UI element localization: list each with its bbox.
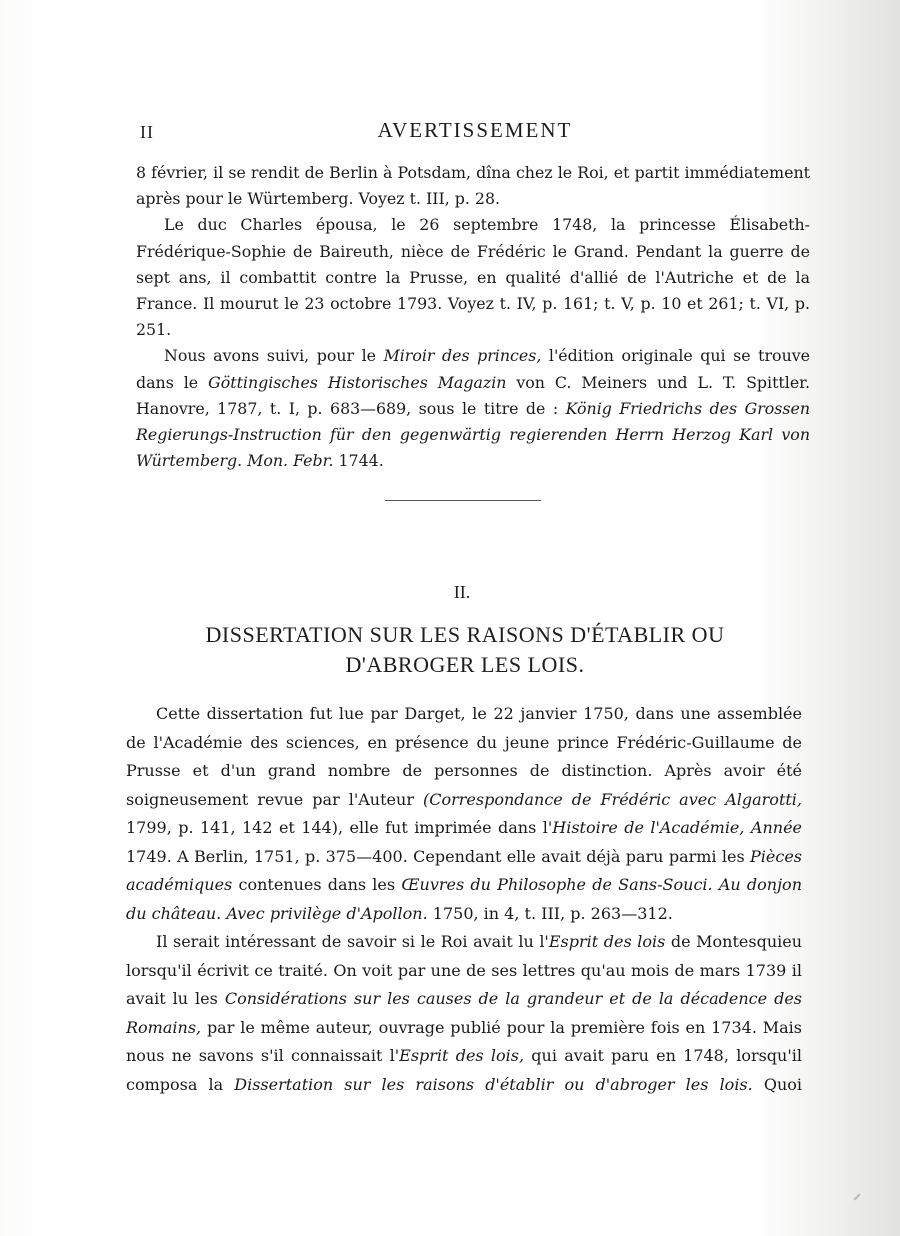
text-segment: 1750, in 4, t. III, p. 263—312. xyxy=(427,903,673,923)
running-title: AVERTISSEMENT xyxy=(377,118,573,142)
section-title xyxy=(150,620,780,680)
text-segment: Cette dissertation fut lue par Darget, le 22 janvier 1750, dans une assemblée de l'Académie des sciences, en présence du jeune prince Frédéric-Guillaume de Prusse et d'un grand nombre de personnes de distinction. Après avoir été soigneusement revue par l'Auteur xyxy=(126,704,802,809)
italic-title: König Friedrichs des Grossen Regierungs-Instruction für den gegenwärtig regierenden Herrn Herzog Karl von Würtemberg. Mon. Febr. xyxy=(136,398,810,471)
text-segment: Il serait intéressant de savoir si le Roi avait lu l' xyxy=(156,932,549,951)
paper-mark xyxy=(853,1193,860,1200)
text-segment: de Montesquieu lorsqu'il écrivit ce traité. On voit par une de ses lettres qu'au mois de mars 1739 il avait lu les xyxy=(126,932,803,1008)
italic-title: Miroir des princes, xyxy=(383,346,542,366)
text-segment: Quoi xyxy=(752,1074,803,1094)
italic-title: Considérations sur les causes de la grandeur et de la décadence des Romains, xyxy=(126,989,803,1037)
page-number: II xyxy=(140,122,154,142)
text-segment: l'édition originale qui se trouve dans le xyxy=(136,346,811,392)
text-segment: par le même auteur, ouvrage publié pour la première fois en 1734. Mais nous ne savons s'il connaissait l' xyxy=(126,1017,802,1065)
text-segment: 1744. xyxy=(333,451,384,471)
paragraph xyxy=(136,160,810,212)
italic-title: Œuvres du Philosophe de Sans-Souci. Au donjon du château. Avec privilège d'Apollon. xyxy=(126,875,802,923)
section-divider xyxy=(385,500,541,501)
section-body xyxy=(126,700,802,1099)
italic-title: (Correspondance de Frédéric avec Algarotti, xyxy=(422,789,802,809)
italic-title: Histoire de l'Académie, Année xyxy=(552,818,803,837)
text-segment: 1749. A Berlin, 1751, p. 375—400. Cependant elle avait déjà paru parmi les xyxy=(126,846,750,866)
section-title-line: DISSERTATION SUR LES RAISONS D'ÉTABLIR OU xyxy=(205,622,725,647)
italic-title: Pièces académiques xyxy=(126,846,802,894)
text-segment: contenues dans les xyxy=(232,875,402,894)
text-segment: qui avait paru en 1748, lorsqu'il composa la xyxy=(126,1046,802,1094)
paragraph xyxy=(126,928,802,1099)
text-segment: 1799, p. 141, 142 et 144), elle fut imprimée dans l' xyxy=(126,818,553,837)
paragraph xyxy=(136,343,810,474)
paragraph xyxy=(126,700,802,928)
page-header xyxy=(140,118,810,148)
section-title-line: D'ABROGER LES LOIS. xyxy=(345,652,585,677)
italic-title: Esprit des lois, xyxy=(399,1046,525,1065)
paragraph xyxy=(136,212,810,343)
text-segment: von C. Meiners und L. T. Spittler. Hanovre, 1787, t. I, p. 683—689, sous le titre de : xyxy=(136,372,811,418)
italic-title: Dissertation sur les raisons d'établir ou d'abroger les lois. xyxy=(234,1074,753,1094)
section-number: II. xyxy=(453,582,471,602)
text-segment: 8 février, il se rendit de Berlin à Potsdam, dîna chez le Roi, et partit immédiatement après pour le Würtemberg. Voyez t. III, p. 28. xyxy=(136,163,810,209)
italic-title: Göttingisches Historisches Magazin xyxy=(208,372,507,392)
continued-text-block xyxy=(136,160,810,474)
text-segment: Le duc Charles épousa, le 26 septembre 1748, la princesse Élisabeth-Frédérique-Sophie de Baireuth, nièce de Frédéric le Grand. Pendant la guerre de sept ans, il combattit contre la Prusse, en qualité d'allié de l'Autriche et de la France. Il mourut le 23 octobre 1793. Voyez t. IV, p. 161; t. V, p. 10 et 261; t. VI, p. 251. xyxy=(136,215,810,340)
italic-title: Esprit des lois xyxy=(548,932,666,951)
text-segment: Nous avons suivi, pour le xyxy=(164,346,384,366)
